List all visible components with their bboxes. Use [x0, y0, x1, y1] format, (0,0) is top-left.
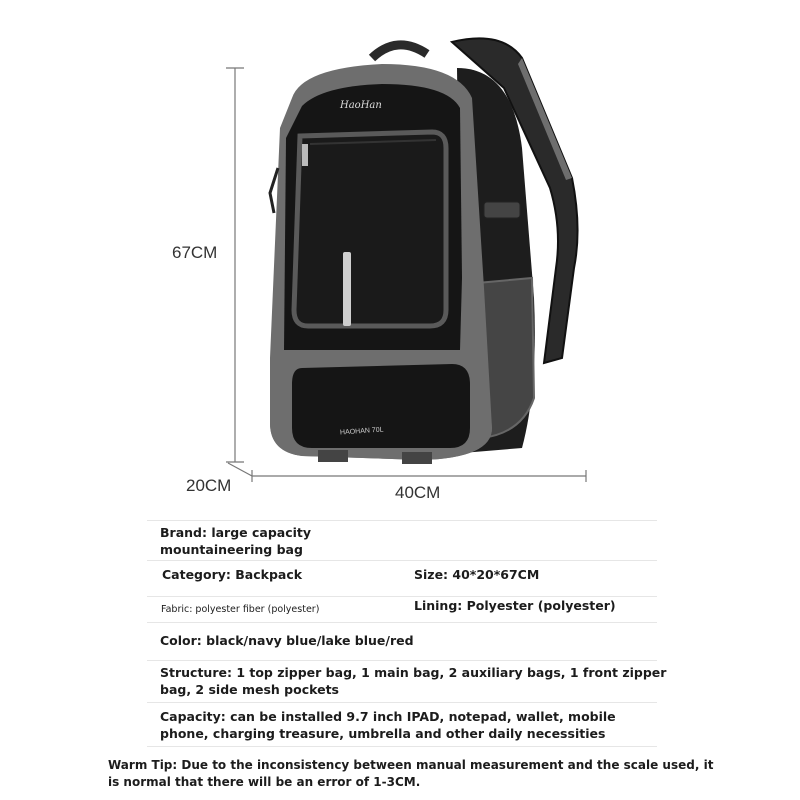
spec-row-color: [147, 622, 657, 660]
spec-row-structure: [147, 660, 667, 702]
spec-lining: Lining: Polyester (polyester): [414, 598, 616, 613]
spec-capacity: Capacity: can be installed 9.7 inch IPAD, notepad, wallet, mobile phone, charging treasure, umbrella and other daily necessities: [160, 709, 616, 741]
spec-structure: Structure: 1 top zipper bag, 1 main bag, 2 auxiliary bags, 1 front zipper bag, 2 side mesh pockets: [160, 665, 667, 697]
warm-tip: Warm Tip: Due to the inconsistency between manual measurement and the scale used, it is normal that there will be an error of 1-3CM.: [108, 758, 714, 789]
spec-color: Color: black/navy blue/lake blue/red: [160, 633, 414, 648]
bag-badge: HAOHAN 70L: [339, 426, 384, 437]
spec-category: Category: Backpack: [162, 567, 303, 582]
height-label: 67CM: [172, 243, 218, 262]
backpack-image: [222, 28, 602, 498]
depth-label: 20CM: [186, 476, 232, 495]
spec-row-category: [147, 560, 657, 596]
spec-row-brand: [147, 520, 657, 560]
spec-size: Size: 40*20*67CM: [414, 567, 540, 582]
spec-fabric: Fabric: polyester fiber (polyester): [161, 604, 320, 615]
spec-row-capacity: [147, 702, 657, 747]
width-label: 40CM: [395, 483, 441, 502]
bag-logo: HaoHan: [340, 100, 382, 111]
spec-brand: Brand: large capacity mountaineering bag: [160, 525, 312, 557]
